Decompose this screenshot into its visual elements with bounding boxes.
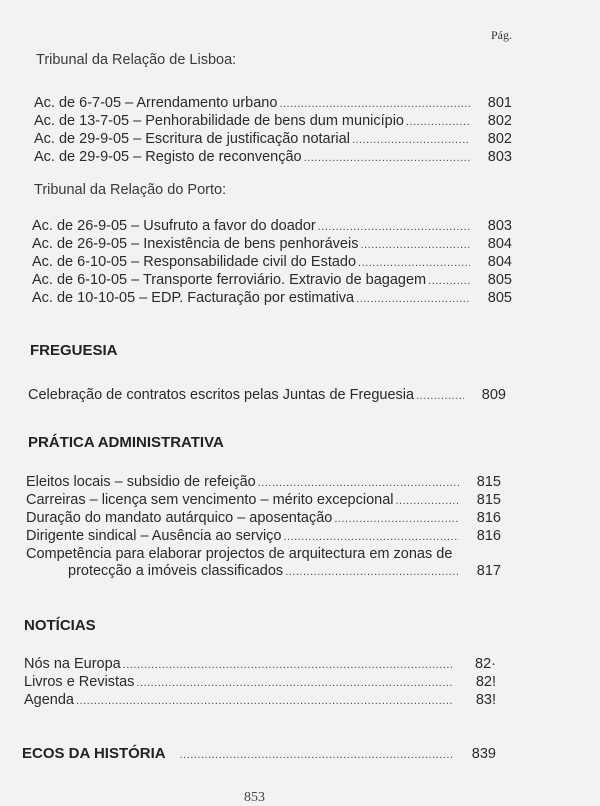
toc-entry-line1: Competência para elaborar projectos de arquitectura em zonas de: [26, 546, 453, 562]
toc-page: 816: [476, 510, 501, 526]
noticias-entries: [0, 656, 496, 710]
toc-entry[interactable]: [22, 745, 496, 764]
toc-page: 816: [476, 528, 501, 544]
toc-entry[interactable]: Duração do mandato autárquico – aposentação ..... 816: [26, 510, 501, 528]
toc-page: 83!: [475, 692, 496, 708]
porto-entries: [0, 218, 512, 308]
toc-entry[interactable]: Ac. de 29-9-05 – Registo de reconvenção ..... 803: [34, 149, 512, 167]
toc-entry[interactable]: Ac. de 10-10-05 – EDP. Facturação por estimativa ..... 805: [32, 290, 512, 308]
toc-page: 815: [476, 474, 501, 490]
page-column-label: Pág.: [491, 28, 512, 42]
toc-entry[interactable]: Dirigente sindical – Ausência ao serviço ..... 816: [26, 528, 501, 546]
toc-page: 82·: [475, 656, 496, 672]
lisboa-title: Tribunal da Relação de Lisboa:: [36, 52, 237, 68]
toc-page: 803: [487, 218, 512, 234]
porto-title: Tribunal da Relação do Porto:: [34, 182, 227, 198]
toc-entry[interactable]: Ac. de 13-7-05 – Penhorabilidade de bens dum município ..... 802: [34, 113, 512, 131]
freguesia-entries: [0, 387, 506, 405]
ecos-section: [0, 745, 496, 764]
toc-page: 805: [487, 272, 512, 288]
toc-page: 809: [481, 387, 506, 403]
toc-entry[interactable]: Livros e Revistas ..... 82!: [24, 674, 496, 692]
toc-entry[interactable]: Ac. de 6-10-05 – Transporte ferroviário. Extravio de bagagem ..... 805: [32, 272, 512, 290]
toc-entry[interactable]: Ac. de 6-10-05 – Responsabilidade civil do Estado ..... 804: [32, 254, 512, 272]
section-title-pratica: PRÁTICA ADMINISTRATIVA: [28, 434, 224, 451]
toc-entry[interactable]: Nós na Europa ..... 82·: [24, 656, 496, 674]
page-number: 853: [244, 790, 265, 805]
toc-entry[interactable]: Agenda ..... 83!: [24, 692, 496, 710]
toc-page: 804: [487, 254, 512, 270]
toc-entry[interactable]: Carreiras – licença sem vencimento – mérito excepcional ..... 815: [26, 492, 501, 510]
toc-page: 803: [487, 149, 512, 165]
toc-entry[interactable]: Eleitos locais – subsidio de refeição ..... 815: [26, 474, 501, 492]
section-title-ecos: ECOS DA HISTÓRIA: [22, 745, 166, 762]
toc-page: 815: [476, 492, 501, 508]
toc-page: 802: [487, 131, 512, 147]
pratica-entries: [0, 474, 501, 581]
section-title-noticias: NOTÍCIAS: [24, 617, 96, 634]
porto-section: [0, 182, 600, 198]
toc-entry[interactable]: Ac. de 6-7-05 – Arrendamento urbano ..... 801: [34, 95, 512, 113]
toc-entry-multiline[interactable]: Competência para elaborar projectos de arquitectura em zonas de protecção a imóveis classificados ..... 817: [26, 546, 501, 581]
toc-page: 839: [471, 746, 496, 762]
section-title-freguesia: FREGUESIA: [30, 342, 118, 359]
toc-page: 804: [487, 236, 512, 252]
lisboa-section: [0, 52, 600, 68]
toc-page: 801: [487, 95, 512, 111]
toc-page: 802: [487, 113, 512, 129]
lisboa-entries: [0, 95, 512, 167]
toc-page: 805: [487, 290, 512, 306]
toc-entry[interactable]: Ac. de 29-9-05 – Escritura de justificação notarial ..... 802: [34, 131, 512, 149]
toc-page: 82!: [475, 674, 496, 690]
toc-entry[interactable]: Ac. de 26-9-05 – Inexistência de bens penhoráveis ..... 804: [32, 236, 512, 254]
toc-entry[interactable]: Celebração de contratos escritos pelas Juntas de Freguesia ..... 809: [28, 387, 506, 405]
toc-page: 817: [476, 563, 501, 579]
toc-entry[interactable]: Ac. de 26-9-05 – Usufruto a favor do doador ..... 803: [32, 218, 512, 236]
